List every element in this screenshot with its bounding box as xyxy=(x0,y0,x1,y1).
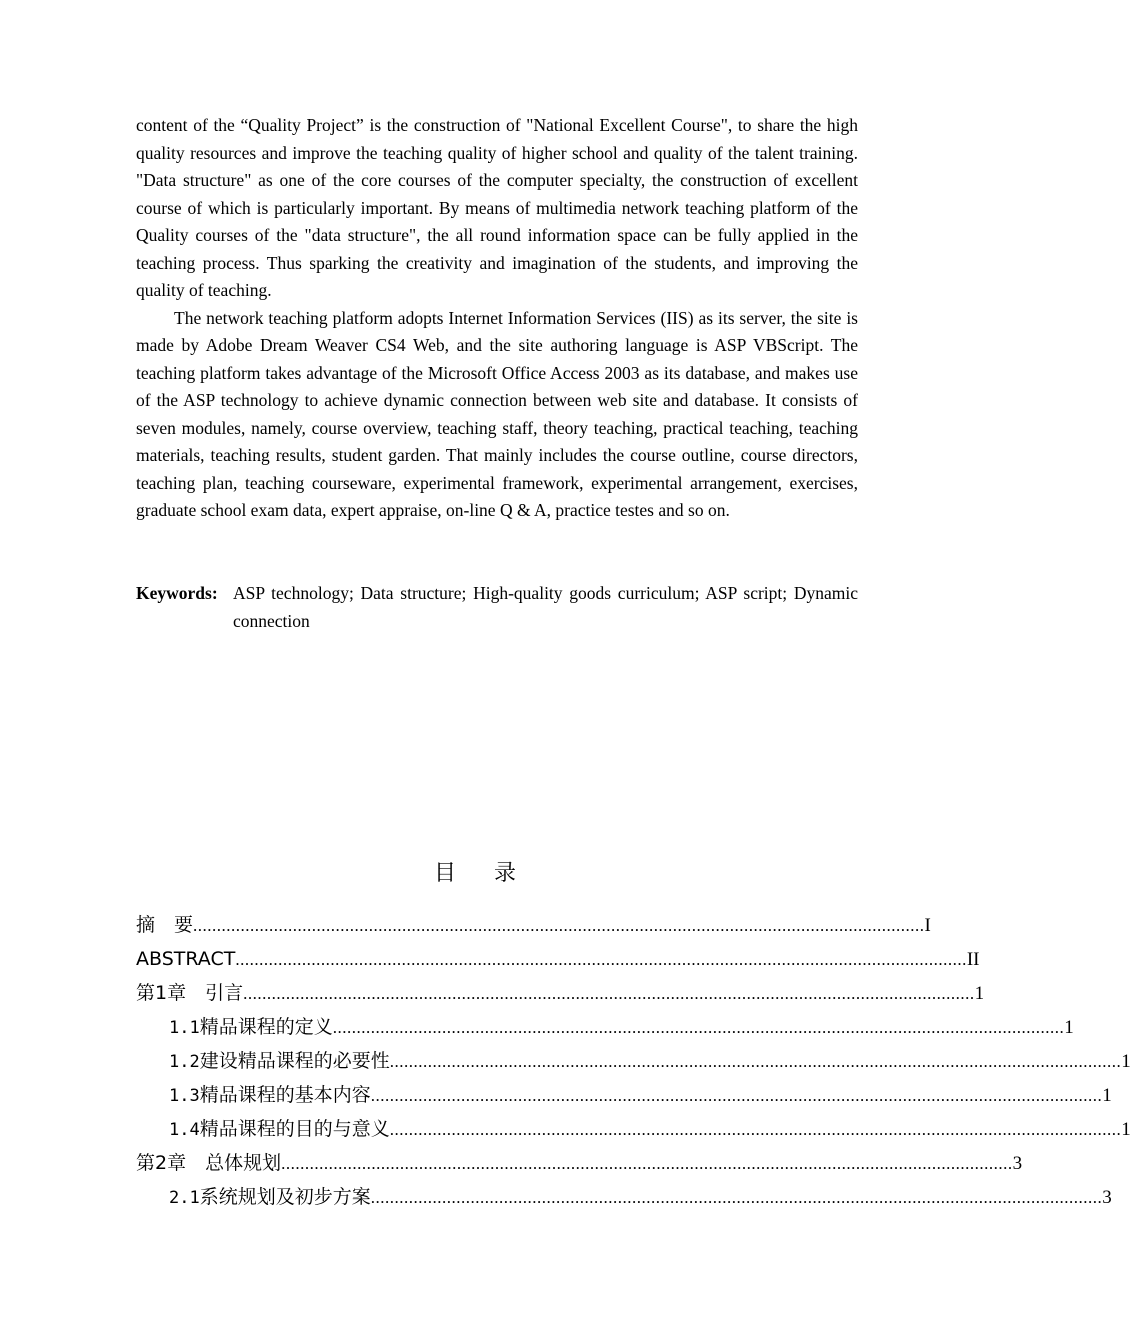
toc-entry[interactable] xyxy=(136,1044,1131,1078)
toc-entry-number: 1.3 xyxy=(169,1086,200,1106)
toc-entry-page: 1 xyxy=(974,983,985,1004)
toc-leader: .......................................................................................................................................................... xyxy=(370,1086,1103,1105)
toc-entry-label: 建设精品课程的必要性 xyxy=(199,1050,390,1072)
toc-entry-page: 1 xyxy=(1121,1051,1131,1072)
toc-entry[interactable] xyxy=(136,1078,1112,1112)
table-of-contents xyxy=(136,908,1131,1214)
toc-leader: .......................................................................................................................................................... xyxy=(370,1188,1103,1207)
toc-entry-label: 摘 要 xyxy=(136,914,194,936)
toc-leader: .......................................................................................................................................................... xyxy=(235,950,967,969)
toc-entry-label: 第1章 引言 xyxy=(136,982,244,1004)
toc-leader: .......................................................................................................................................................... xyxy=(389,1052,1122,1071)
toc-entry-label: 系统规划及初步方案 xyxy=(199,1186,371,1208)
toc-entry-label: 精品课程的基本内容 xyxy=(199,1084,371,1106)
toc-entry-label: ABSTRACT xyxy=(136,948,236,970)
toc-entry[interactable] xyxy=(136,1112,1131,1146)
toc-entry[interactable] xyxy=(136,942,980,976)
toc-leader: .......................................................................................................................................................... xyxy=(193,916,925,935)
toc-leader: .......................................................................................................................................................... xyxy=(281,1154,1013,1173)
abstract-body xyxy=(136,112,858,525)
toc-entry-number: 2.1 xyxy=(169,1188,200,1208)
toc-entry[interactable] xyxy=(136,1010,1074,1044)
abstract-paragraph-1: content of the “Quality Project” is the construction of "National Excellent Course", to share the high quality resources and improve the teaching quality of higher school and quality of the talent training. "Data structure" as one of the core courses of the computer specialty, the construction of excellent course of which is particularly important. By means of multimedia network teaching platform of the Quality courses of the "data structure", the all round information space can be fully applied in the teaching process. Thus sparking the creativity and imagination of the students, and improving the quality of teaching. xyxy=(136,115,858,300)
toc-entry-page: 1 xyxy=(1102,1085,1112,1106)
toc-entry-page: II xyxy=(966,949,980,970)
toc-entry-number: 1.2 xyxy=(169,1052,200,1072)
toc-title-part-1: 目 xyxy=(433,861,456,886)
toc-leader: .......................................................................................................................................................... xyxy=(243,984,975,1003)
toc-entry-page: 3 xyxy=(1012,1153,1023,1174)
toc-entry-label: 精品课程的目的与意义 xyxy=(199,1118,390,1140)
toc-entry-page: 1 xyxy=(1121,1119,1131,1140)
toc-entry-label: 精品课程的定义 xyxy=(199,1016,333,1038)
toc-leader: .......................................................................................................................................................... xyxy=(332,1018,1065,1037)
toc-leader: .......................................................................................................................................................... xyxy=(389,1120,1122,1139)
toc-entry-page: 1 xyxy=(1064,1017,1074,1038)
toc-entry-number: 1.1 xyxy=(169,1018,200,1038)
keywords-text: ASP technology; Data structure; High-quality goods curriculum; ASP script; Dynamic connection xyxy=(233,583,858,631)
toc-title-part-2: 录 xyxy=(494,861,517,886)
abstract-paragraph-2: The network teaching platform adopts Internet Information Services (IIS) as its server, the site is made by Adobe Dream Weaver CS4 Web, and the site authoring language is ASP VBScript. The teaching platform takes advantage of the Microsoft Office Access 2003 as its database, and makes use of the ASP technology to achieve dynamic connection between web site and database. It consists of seven modules, namely, course overview, teaching staff, theory teaching, practical teaching, teaching materials, teaching results, student garden. That mainly includes the course outline, course directors, teaching plan, teaching courseware, experimental framework, experimental arrangement, exercises, graduate school exam data, expert appraise, on-line Q & A, practice testes and so on. xyxy=(136,307,858,520)
toc-entry[interactable] xyxy=(136,1180,1112,1214)
keywords xyxy=(136,580,858,635)
toc-entry[interactable] xyxy=(136,1146,1023,1180)
toc-entry-label: 第2章 总体规划 xyxy=(136,1152,282,1174)
toc-entry[interactable] xyxy=(136,908,931,942)
keywords-label: Keywords: xyxy=(136,583,218,603)
toc-entry-page: I xyxy=(924,915,931,936)
toc-entry[interactable] xyxy=(136,976,985,1010)
toc-entry-page: 3 xyxy=(1102,1187,1112,1208)
toc-entry-number: 1.4 xyxy=(169,1120,200,1140)
toc-title xyxy=(0,856,950,887)
